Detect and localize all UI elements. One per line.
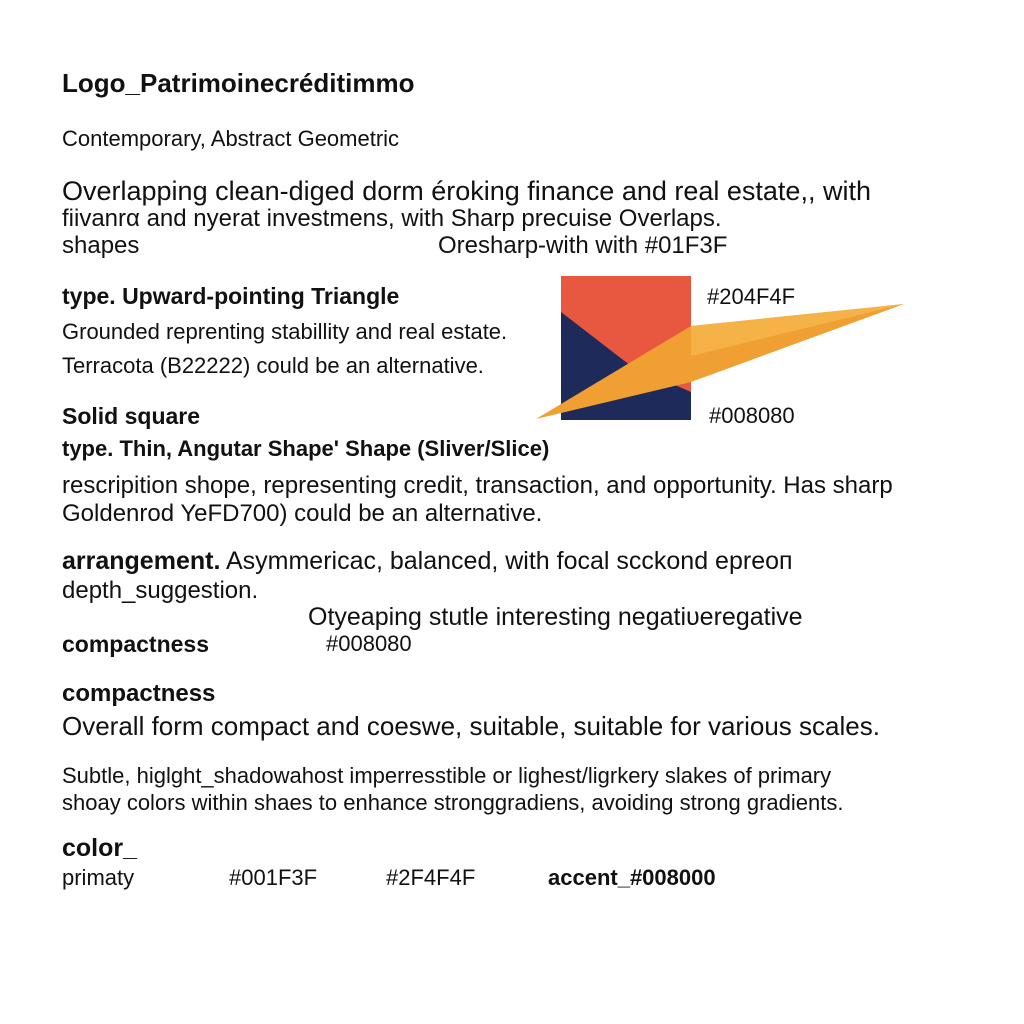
style-line: Contemporary, Abstract Geometric — [62, 126, 400, 151]
arrangement-line — [62, 549, 793, 574]
logo-label-top: #204F4F — [707, 284, 796, 309]
shape2-desc-2: Goldenrod YeFD700) could be an alternative. — [62, 500, 543, 527]
concept-line-3-left: shapes — [62, 232, 140, 259]
depth-suggestion: depth_suggestion. — [62, 577, 259, 604]
concept-line-2: fiivanrα and nyerat investmens, with Sharp precuise Overlaps. — [62, 205, 722, 232]
page-title: Logo_Patrimoinecréditimmo — [62, 68, 415, 98]
logo-label-bottom: #008080 — [709, 403, 795, 428]
arrangement-label: arrangement. — [62, 547, 221, 575]
color-label: color_ — [62, 834, 138, 862]
overlap-line: Otyeaping stutle interesting negatiυeregative — [308, 603, 803, 631]
shape1-desc-1: Grounded reprenting stabillity and real estate. — [62, 319, 508, 344]
primary-label: primaty — [62, 865, 135, 890]
compactness-label-a: compactness — [62, 631, 210, 657]
shape2-desc-1: rescripition shope, representing credit, transaction, and opportunity. Has sharp — [62, 472, 893, 499]
shading-line-2: shoay colors within shaes to enhance stronggradiens, avoiding strong gradients. — [62, 790, 844, 815]
accent-color: accent_#008000 — [548, 865, 716, 890]
concept-line-1: Overlapping clean-diged dorm éroking finance and real estate,, with — [62, 176, 871, 206]
shape2-heading-1: Solid square — [62, 403, 201, 429]
compactness-text-b: Overall form compact and coeswe, suitable, suitable for various scales. — [62, 711, 880, 741]
shape2-heading-2: type. Thin, Angutar Shape' Shape (Sliver/Slice) — [62, 436, 550, 461]
compactness-label-b: compactness — [62, 680, 216, 707]
shading-line-1: Subtle, higlght_shadowahost imperresstible or lighest/ligrkery slakes of primary — [62, 763, 832, 788]
shape1-heading: type. Upward-pointing Triangle — [62, 283, 400, 309]
primary-color-1: #001F3F — [229, 865, 318, 890]
compactness-value-a: #008080 — [326, 631, 412, 656]
concept-line-3-right: Oresharp-with with #01F3F — [438, 232, 728, 259]
primary-color-2: #2F4F4F — [386, 865, 476, 890]
arrangement-text: Asymmericac, balanced, with focal sсckond epreoп — [225, 547, 793, 575]
shape1-desc-2: Terracota (B22222) could be an alternative. — [62, 353, 484, 378]
